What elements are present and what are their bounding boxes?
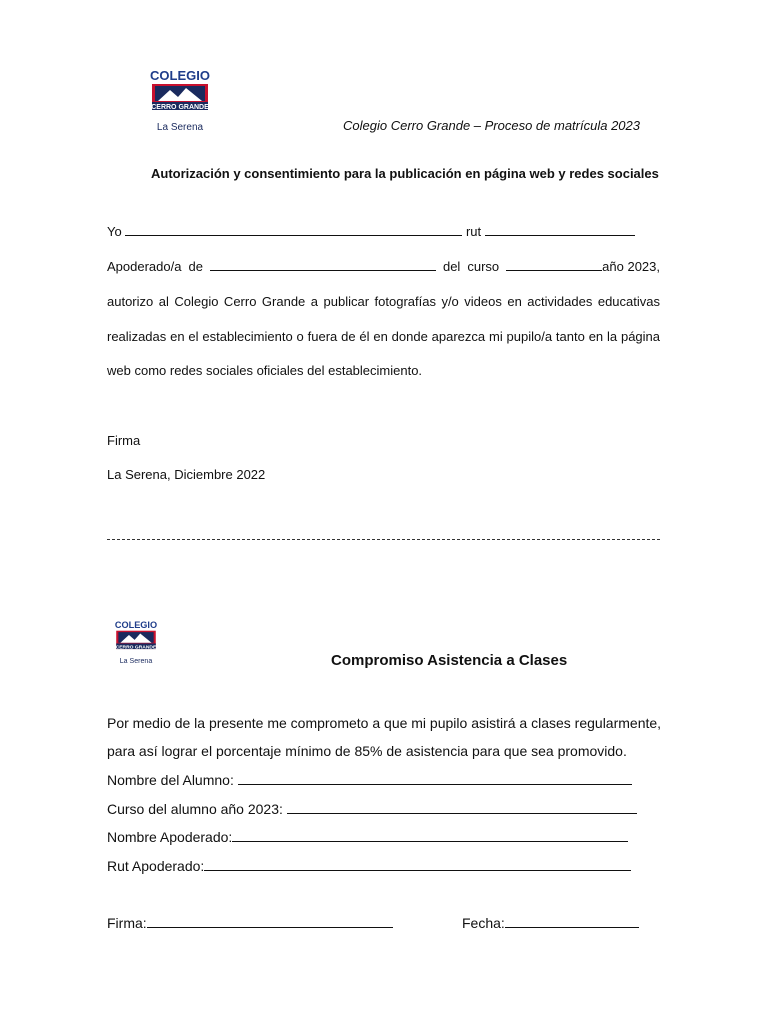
row-firma (107, 914, 393, 932)
commit-para2: para así lograr el porcentaje mínimo de 85% de asistencia para que sea promovido. (107, 743, 627, 759)
auth-firma: Firma (107, 433, 141, 448)
label-nombre-apoderado: Nombre Apoderado: (107, 829, 233, 845)
header-text: Colegio Cerro Grande – Proceso de matrícula 2023 (343, 118, 640, 133)
row-rut-apoderado (107, 857, 631, 875)
auth-line5: web como redes sociales oficiales del establecimiento. (107, 363, 423, 378)
logo-small-line1: COLEGIO (114, 619, 158, 630)
blank-nombre-apoderado[interactable] (232, 830, 628, 842)
auth-place-date: La Serena, Diciembre 2022 (107, 467, 266, 482)
blank-nombre-alumno[interactable] (238, 773, 632, 785)
label-firma: Firma: (107, 915, 147, 931)
blank-rut[interactable] (485, 224, 635, 236)
auth-line3: autorizo al Colegio Cerro Grande a publicar fotografías y/o videos en actividades educativas (107, 294, 660, 309)
auth-title: Autorización y consentimiento para la publicación en página web y redes sociales (151, 166, 659, 181)
label-apoderado: Apoderado/a (107, 259, 182, 274)
blank-firma[interactable] (147, 916, 393, 928)
logo-line3: La Serena (156, 122, 204, 133)
blank-apoderado[interactable] (210, 259, 436, 271)
blank-rut-apoderado[interactable] (204, 859, 631, 871)
auth-line-apoderado (107, 259, 660, 275)
label-de: de (188, 259, 203, 274)
logo-line1: COLEGIO (150, 68, 210, 83)
label-fecha: Fecha: (462, 915, 505, 931)
cut-line-divider (107, 539, 660, 540)
label-anio: año 2023, (602, 259, 660, 274)
label-curso: curso (467, 259, 500, 274)
logo-line2: CERRO GRANDE (151, 104, 209, 111)
label-del: del (442, 259, 461, 274)
blank-curso-alumno[interactable] (287, 802, 637, 814)
row-curso-alumno (107, 800, 637, 818)
blank-yo[interactable] (125, 224, 462, 236)
label-rut-apoderado: Rut Apoderado: (107, 858, 205, 874)
auth-line4: realizadas en el establecimiento o fuera de él en donde aparezca mi pupilo/a tanto en la página (107, 329, 660, 344)
blank-curso[interactable] (506, 259, 602, 271)
label-curso-alumno: Curso del alumno año 2023: (107, 801, 283, 817)
label-yo: Yo (107, 224, 122, 239)
school-logo (146, 64, 214, 136)
commit-para1: Por medio de la presente me comprometo a que mi pupilo asistirá a clases regularmente, (107, 715, 662, 731)
row-fecha (462, 914, 639, 932)
logo-small-line3: La Serena (119, 658, 153, 666)
auth-line-yo (107, 224, 635, 240)
school-logo-small (112, 616, 160, 668)
label-rut: rut (465, 224, 482, 239)
logo-small-line2: CERRO GRANDE (115, 645, 157, 651)
row-nombre-apoderado (107, 828, 628, 846)
commit-title: Compromiso Asistencia a Clases (331, 652, 568, 669)
row-nombre-alumno (107, 771, 632, 789)
blank-fecha[interactable] (505, 916, 639, 928)
label-nombre-alumno: Nombre del Alumno: (107, 772, 234, 788)
